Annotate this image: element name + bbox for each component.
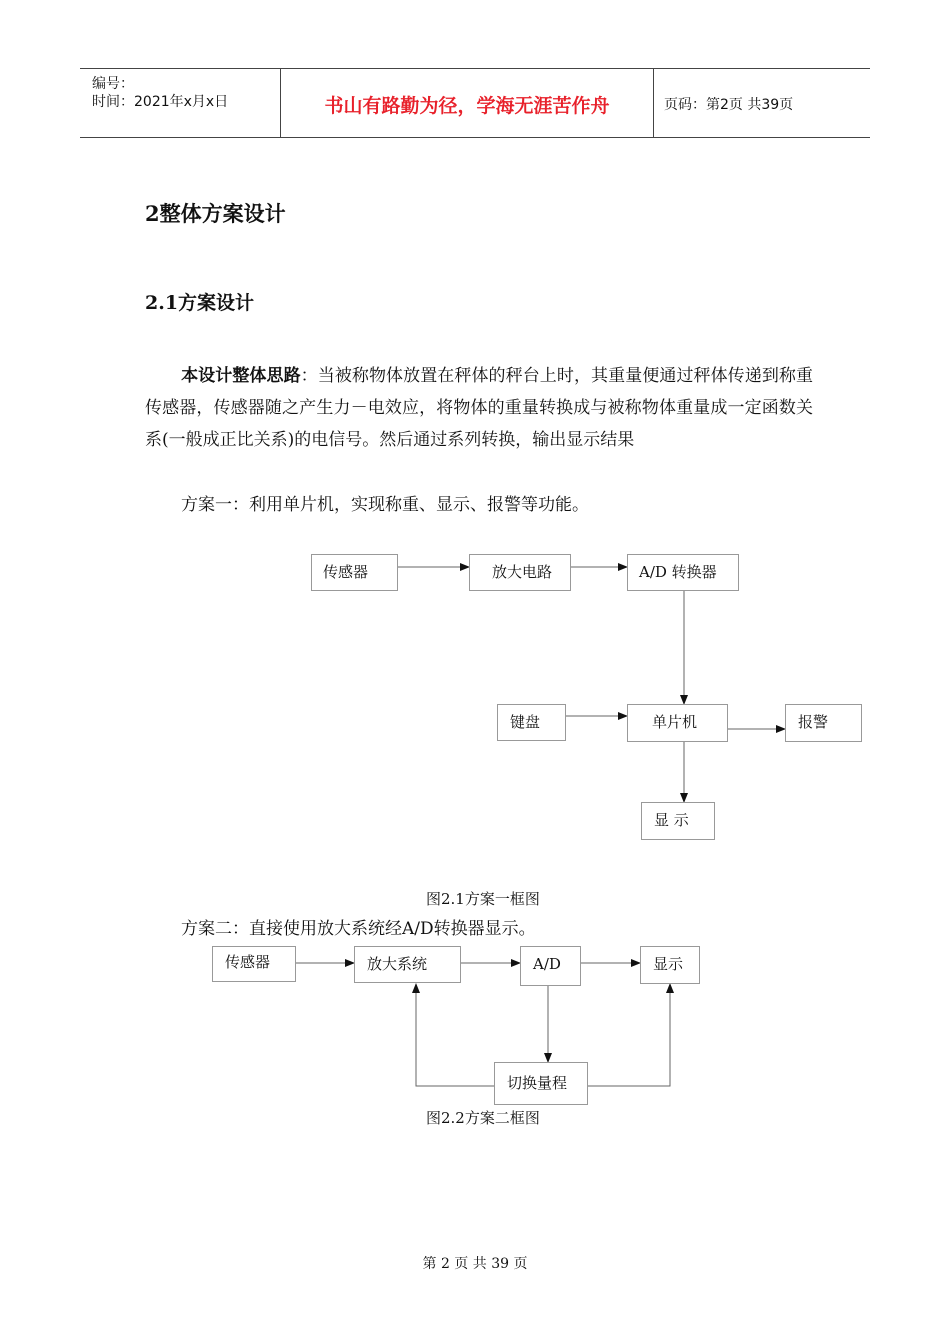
figure1-caption: 图2.1方案一框图 [426,890,540,908]
box2-amplifier-label: 放大系统 [367,955,428,973]
header-motto: 书山有路勤为径，学海无涯苦作舟 [324,95,610,117]
box-alarm [785,704,862,742]
box-display-label: 显 示 [654,811,689,829]
box2-sensor [212,946,296,982]
box-amplifier-label: 放大电路 [492,563,553,581]
box-mcu-label: 单片机 [652,713,698,731]
box-sensor-label: 传感器 [323,563,369,581]
box-adc [627,554,739,591]
subsection-title: 2.1方案设计 [145,292,255,314]
box-display [641,802,715,840]
time-label: 时间：2021年x月x日 [92,94,229,110]
box-sensor [311,554,398,591]
box-amplifier [469,554,571,591]
header-page-code: 页码：第2页 共39页 [664,97,794,113]
page-footer: 第 2 页 共 39 页 [422,1256,528,1272]
intro-text: ：当被称物体放置在秤体的秤台上时，其重量便通过秤体传递到称重传感器，传感器随之产生力－电效应，将物体的重量转换成与被称物体重量成一定函数关系(一般成正比关系)的电信号。然后通过系列转换，输出显示结果 [145,366,814,450]
scheme1-text: 方案一：利用单片机，实现称重、显示、报警等功能。 [181,495,589,515]
intro-bold-lead: 本设计整体思路 [181,366,301,386]
box-alarm-label: 报警 [798,713,829,731]
box2-adc-label: A/D [533,955,561,973]
box2-amplifier [354,946,461,983]
box-adc-label: A/D 转换器 [639,563,717,581]
arrow2-range-to-display [588,984,670,1086]
box2-adc [520,946,581,986]
box-keyboard [497,704,566,741]
box2-display [640,946,700,984]
figure2-caption: 图2.2方案二框图 [426,1109,540,1127]
arrow2-range-to-amplifier [416,984,494,1086]
box2-range-label: 切换量程 [507,1074,568,1092]
section-title: 2整体方案设计 [145,201,286,226]
scheme2-text: 方案二：直接使用放大系统经A/D转换器显示。 [181,919,536,939]
box2-sensor-label: 传感器 [225,953,271,971]
number-label: 编号： [92,76,134,92]
box-mcu [627,704,728,742]
box2-range-switch [494,1062,588,1105]
box-keyboard-label: 键盘 [510,713,541,731]
box2-display-label: 显示 [653,955,684,973]
